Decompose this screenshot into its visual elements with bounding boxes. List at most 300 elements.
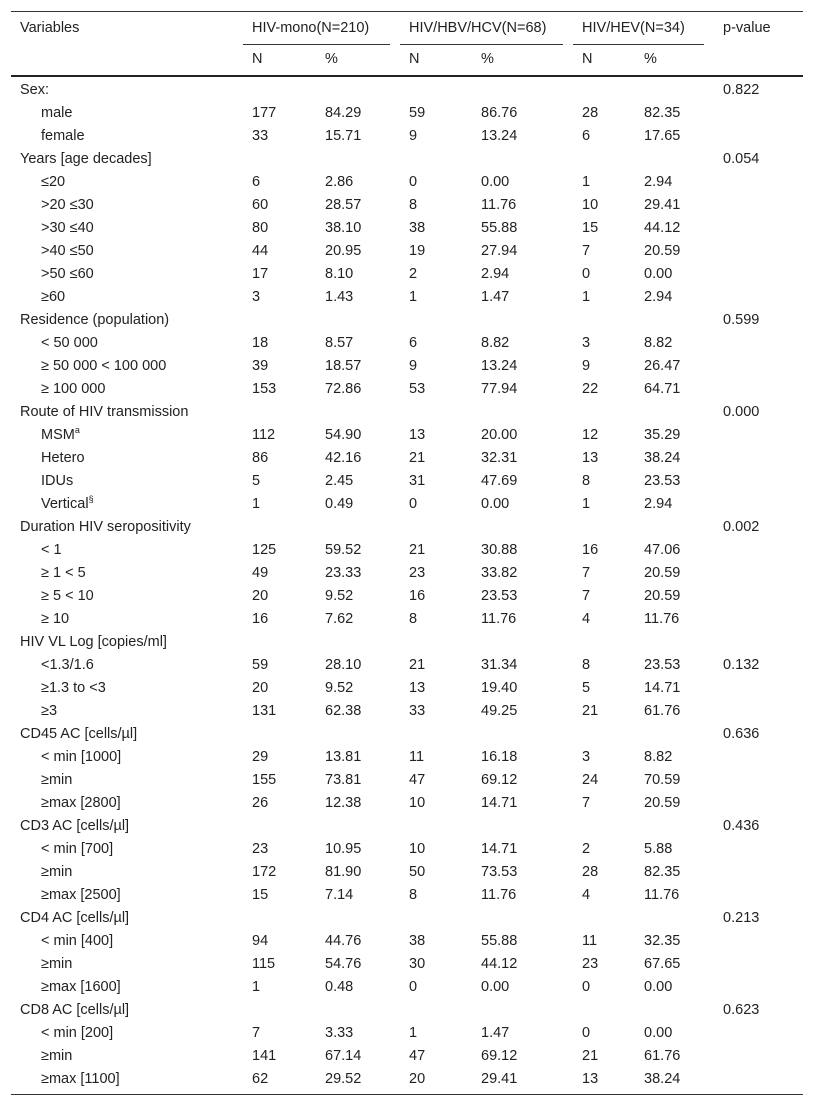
cell-n: 3 [252,289,261,305]
cell-n: 28 [582,864,599,880]
cell-n: 62 [252,1071,269,1087]
row-label: ≥max [2800] [41,795,121,811]
row-label: ≤20 [41,174,66,190]
cell-n: 1 [409,289,418,305]
cell-pct: 70.59 [644,772,681,788]
row-label: ≥ 100 000 [41,381,106,397]
cell-pct: 11.76 [644,611,680,627]
cell-n [243,76,316,102]
cell-pvalue [714,976,803,999]
cell-pvalue [714,953,803,976]
cell-n: 39 [252,358,269,374]
cell-pvalue: 0.000 [723,404,760,420]
cell-n: 16 [409,588,426,604]
cell-pct: 9.52 [325,680,354,696]
cell-pvalue [714,608,803,631]
cell-n: 141 [252,1048,277,1064]
cell-pct: 38.24 [644,1071,681,1087]
cell-n [573,907,635,930]
row-label: < 1 [41,542,62,558]
cell-n: 8 [409,611,418,627]
cell-n: 21 [409,657,426,673]
cell-n: 23 [252,841,269,857]
cell-pct: 7.62 [325,611,354,627]
cell-n: 21 [409,450,426,466]
cell-n [243,815,316,838]
cell-pct: 31.34 [481,657,518,673]
cell-n: 13 [409,427,426,443]
row-label: ≥max [2500] [41,887,121,903]
cell-n: 80 [252,220,269,236]
cell-pct [635,907,714,930]
table-group-row [11,631,803,654]
cell-pvalue [714,470,803,493]
cell-n [573,309,635,332]
row-label: ≥max [1600] [41,979,121,995]
row-label: Sex: [20,82,50,98]
row-label: ≥ 1 < 5 [41,565,86,581]
cell-pvalue [714,378,803,401]
cell-pvalue [714,562,803,585]
cell-n: 4 [582,887,591,903]
table-group-row [11,76,803,102]
cell-pct: 0.49 [325,496,354,512]
table-row [11,953,803,976]
cell-n [243,401,316,424]
cell-n: 21 [582,703,599,719]
cell-n: 29 [252,749,269,765]
cell-pvalue: 0.599 [723,312,760,328]
cell-pct: 67.14 [325,1048,362,1064]
cell-pvalue: 0.054 [723,151,760,167]
cell-pct [472,76,573,102]
cell-n: 10 [409,795,426,811]
cell-n: 1 [582,496,591,512]
cell-pvalue [714,217,803,240]
cell-pct: 11.76 [644,887,680,903]
cell-n: 26 [252,795,269,811]
cell-pvalue [714,861,803,884]
row-label: >40 ≤50 [41,243,94,259]
cell-n: 31 [409,473,426,489]
data-table-container [11,11,803,1095]
cell-pct: 0.48 [325,979,354,995]
cell-pct [635,309,714,332]
cell-pct: 84.29 [325,105,362,121]
cell-pct: 32.31 [481,450,518,466]
cell-pvalue: 0.822 [723,82,760,98]
table-row [11,217,803,240]
cell-n: 24 [582,772,599,788]
cell-n [400,148,472,171]
cell-pvalue [714,1045,803,1068]
cell-n: 33 [409,703,426,719]
cell-n: 11 [582,933,598,949]
cell-n: 59 [252,657,269,673]
table-row [11,424,803,447]
row-label: ≥1.3 to <3 [41,680,106,696]
table-group-row [11,148,803,171]
row-label: Years [age decades] [20,151,152,167]
cell-pct: 69.12 [481,772,518,788]
cell-pct: 54.76 [325,956,362,972]
cell-pct [316,631,400,654]
cell-pvalue: 0.132 [723,657,760,673]
cell-n: 38 [409,933,426,949]
cell-pct: 8.57 [325,335,354,351]
cell-n: 3 [582,335,591,351]
cell-pct: 12.38 [325,795,362,811]
cell-pct: 29.41 [481,1071,518,1087]
cell-n: 172 [252,864,277,880]
row-label: >30 ≤40 [41,220,94,236]
cell-n [243,148,316,171]
cell-n: 131 [252,703,277,719]
cell-pct: 73.81 [325,772,362,788]
cell-n: 6 [252,174,261,190]
cell-pvalue [714,585,803,608]
cell-n [573,999,635,1022]
row-label: ≥60 [41,289,66,305]
row-label: Hetero [41,450,85,466]
cell-pvalue: 0.623 [723,1002,760,1018]
table-bottom-rule [11,1094,803,1095]
cell-n: 112 [252,427,276,443]
cell-n: 20 [252,680,269,696]
cell-pct: 28.10 [325,657,362,673]
cell-pct: 8.82 [644,749,673,765]
cell-n: 16 [252,611,269,627]
row-label: < min [1000] [41,749,122,765]
cell-pct: 20.59 [644,243,681,259]
cell-n [400,401,472,424]
cell-n: 13 [582,450,599,466]
cell-pct: 73.53 [481,864,518,880]
cell-n: 7 [582,565,591,581]
cell-pct: 44.12 [481,956,518,972]
table-row [11,263,803,286]
table-row [11,585,803,608]
cell-pct: 61.76 [644,1048,681,1064]
row-label: Duration HIV seropositivity [20,519,191,535]
cell-pvalue [714,332,803,355]
cell-n [400,723,472,746]
cell-pct: 49.25 [481,703,518,719]
cell-n: 0 [582,1025,591,1041]
cell-n [400,999,472,1022]
header-pct: % [481,51,494,67]
cell-pct: 5.88 [644,841,673,857]
row-label: CD4 AC [cells/µl] [20,910,130,926]
row-label: HIV VL Log [copies/ml] [20,634,167,650]
cell-pvalue [714,539,803,562]
cell-pct: 8.82 [644,335,673,351]
cell-n: 7 [582,243,591,259]
cell-pct: 44.76 [325,933,362,949]
cell-n: 9 [409,128,418,144]
row-label: < min [200] [41,1025,114,1041]
cell-pct: 14.71 [481,795,518,811]
table-row [11,976,803,999]
cell-pct: 13.24 [481,358,518,374]
cell-n: 10 [582,197,599,213]
row-label: MSM$^a$ [41,425,80,443]
cell-pct: 23.53 [644,657,681,673]
cell-pvalue [714,263,803,286]
cell-pct: 2.94 [644,289,673,305]
cell-pct: 62.38 [325,703,362,719]
cell-pct: 1.47 [481,1025,510,1041]
cell-pct: 82.35 [644,105,681,121]
cell-pct: 61.76 [644,703,681,719]
cell-pct: 0.00 [644,979,673,995]
row-label: ≥max [1100] [41,1071,120,1087]
cell-pvalue [714,447,803,470]
table-row [11,355,803,378]
row-label: ≥min [41,864,73,880]
cell-n: 13 [409,680,426,696]
cell-n: 0 [409,979,418,995]
cell-n: 9 [409,358,418,374]
cell-n: 0 [409,174,418,190]
cell-n: 115 [252,956,276,972]
cell-pct [472,401,573,424]
cell-pvalue [714,240,803,263]
cell-pvalue [714,493,803,516]
cell-n [573,76,635,102]
cell-pvalue: 0.636 [723,726,760,742]
cell-pvalue: 0.436 [723,818,760,834]
cell-pvalue [714,171,803,194]
cell-n: 2 [582,841,591,857]
row-label: ≥min [41,1048,73,1064]
header-n: N [252,51,263,67]
cell-pct: 16.18 [481,749,518,765]
cell-pct: 14.71 [481,841,518,857]
cell-n: 1 [409,1025,418,1041]
cell-n [573,631,635,654]
cell-pvalue [714,286,803,309]
cell-pct: 38.24 [644,450,681,466]
cell-pct: 32.35 [644,933,681,949]
cell-pct: 72.86 [325,381,362,397]
cell-pct: 2.94 [644,174,673,190]
header-group-hiv-hev: HIV/HEV(N=34) [573,12,714,46]
cell-n: 6 [409,335,418,351]
cell-pct: 64.71 [644,381,681,397]
row-label: male [41,105,73,121]
row-label: ≥ 5 < 10 [41,588,94,604]
header-row-groups [11,12,803,46]
cell-n: 19 [409,243,426,259]
cell-pvalue [714,792,803,815]
cell-n: 47 [409,1048,426,1064]
cell-pct [635,815,714,838]
cell-n: 86 [252,450,269,466]
cell-n: 33 [252,128,269,144]
cell-pct: 77.94 [481,381,518,397]
cell-n: 8 [409,197,418,213]
cell-pct: 38.10 [325,220,362,236]
cell-pct: 29.52 [325,1071,362,1087]
row-label: ≥min [41,772,73,788]
cell-pct: 14.71 [644,680,681,696]
row-label: < min [700] [41,841,114,857]
cell-n: 8 [409,887,418,903]
cell-pvalue [714,125,803,148]
cell-pct: 11.76 [481,611,517,627]
cell-n [400,309,472,332]
cell-pct: 26.47 [644,358,681,374]
cell-pct: 15.71 [325,128,362,144]
cell-pct [472,999,573,1022]
table-body [11,76,803,1091]
cell-pct: 47.69 [481,473,518,489]
cell-pct: 82.35 [644,864,681,880]
cell-pct: 3.33 [325,1025,354,1041]
cell-pct: 17.65 [644,128,681,144]
cell-pct: 0.00 [644,1025,673,1041]
cell-n [573,148,635,171]
cell-pct [635,999,714,1022]
table-row [11,769,803,792]
cell-n: 1 [582,289,591,305]
cell-n: 12 [582,427,599,443]
header-group-hiv-hbv-hcv: HIV/HBV/HCV(N=68) [400,12,573,46]
cell-n: 60 [252,197,269,213]
cell-n: 5 [252,473,261,489]
table-row [11,378,803,401]
table-group-row [11,309,803,332]
table-row [11,861,803,884]
cell-n: 1 [252,496,261,512]
cell-pct: 19.40 [481,680,518,696]
cell-pct [316,999,400,1022]
cell-n: 21 [409,542,426,558]
cell-n: 0 [409,496,418,512]
cell-n: 0 [582,266,591,282]
cell-pct: 7.14 [325,887,354,903]
cell-n [243,516,316,539]
cell-pct [635,631,714,654]
cell-pct: 54.90 [325,427,362,443]
cell-pct: 2.45 [325,473,354,489]
table-row [11,447,803,470]
cell-n: 15 [582,220,599,236]
cell-n [243,309,316,332]
cell-n: 8 [582,657,591,673]
header-pvalue: p-value [723,20,771,36]
cell-pct: 20.59 [644,795,681,811]
cell-pct: 0.00 [481,174,510,190]
cell-n: 155 [252,772,277,788]
table-row [11,792,803,815]
row-label: female [41,128,85,144]
cell-pvalue [714,700,803,723]
cell-pct: 28.57 [325,197,362,213]
table-row [11,562,803,585]
row-label: CD3 AC [cells/µl] [20,818,130,834]
table-row [11,125,803,148]
cell-pct: 67.65 [644,956,681,972]
table-row [11,171,803,194]
table-row [11,608,803,631]
cell-n: 23 [409,565,426,581]
cell-pct [316,516,400,539]
table-row [11,884,803,907]
cell-pct: 23.53 [481,588,518,604]
cell-n: 0 [582,979,591,995]
cell-n: 7 [582,588,591,604]
cell-n: 20 [252,588,269,604]
table-group-row [11,907,803,930]
table-row [11,746,803,769]
cell-pvalue [714,769,803,792]
cell-n [243,999,316,1022]
table-group-row [11,516,803,539]
cell-pct [635,723,714,746]
cell-n [243,723,316,746]
cell-pct [316,815,400,838]
cell-pct [635,516,714,539]
row-label: ≥ 10 [41,611,70,627]
cell-pct: 47.06 [644,542,681,558]
cell-pct: 55.88 [481,933,518,949]
cell-pvalue [714,884,803,907]
cell-n: 28 [582,105,599,121]
cell-pct: 0.00 [481,979,510,995]
cell-n: 125 [252,542,277,558]
cell-pct: 86.76 [481,105,518,121]
header-pct: % [325,51,338,67]
cell-n: 5 [582,680,591,696]
cell-pvalue [714,838,803,861]
cell-pct: 11.76 [481,197,517,213]
cell-n [573,516,635,539]
cell-n: 21 [582,1048,599,1064]
cell-n: 30 [409,956,426,972]
cell-n: 177 [252,105,277,121]
row-label: Vertical§ [41,494,94,512]
table-row [11,102,803,125]
cell-pvalue [714,631,803,654]
table-row [11,838,803,861]
cell-pvalue [714,355,803,378]
table-row [11,240,803,263]
cell-n: 2 [409,266,418,282]
cell-n: 10 [409,841,426,857]
cell-pct: 44.12 [644,220,681,236]
table-row [11,1022,803,1045]
cell-pvalue: 0.213 [723,910,760,926]
cell-pct: 2.94 [481,266,510,282]
table-group-row [11,723,803,746]
footnote-marker: § [88,494,94,505]
cell-pct [635,401,714,424]
cell-pct [635,148,714,171]
cell-pvalue: 0.002 [723,519,760,535]
cell-n: 18 [252,335,269,351]
table-row [11,332,803,355]
cell-n [573,401,635,424]
cell-pct: 29.41 [644,197,681,213]
cell-pvalue [714,424,803,447]
cell-pct: 20.95 [325,243,362,259]
cell-pvalue [714,677,803,700]
cell-n: 49 [252,565,269,581]
cell-n: 13 [582,1071,599,1087]
cell-pct: 42.16 [325,450,362,466]
